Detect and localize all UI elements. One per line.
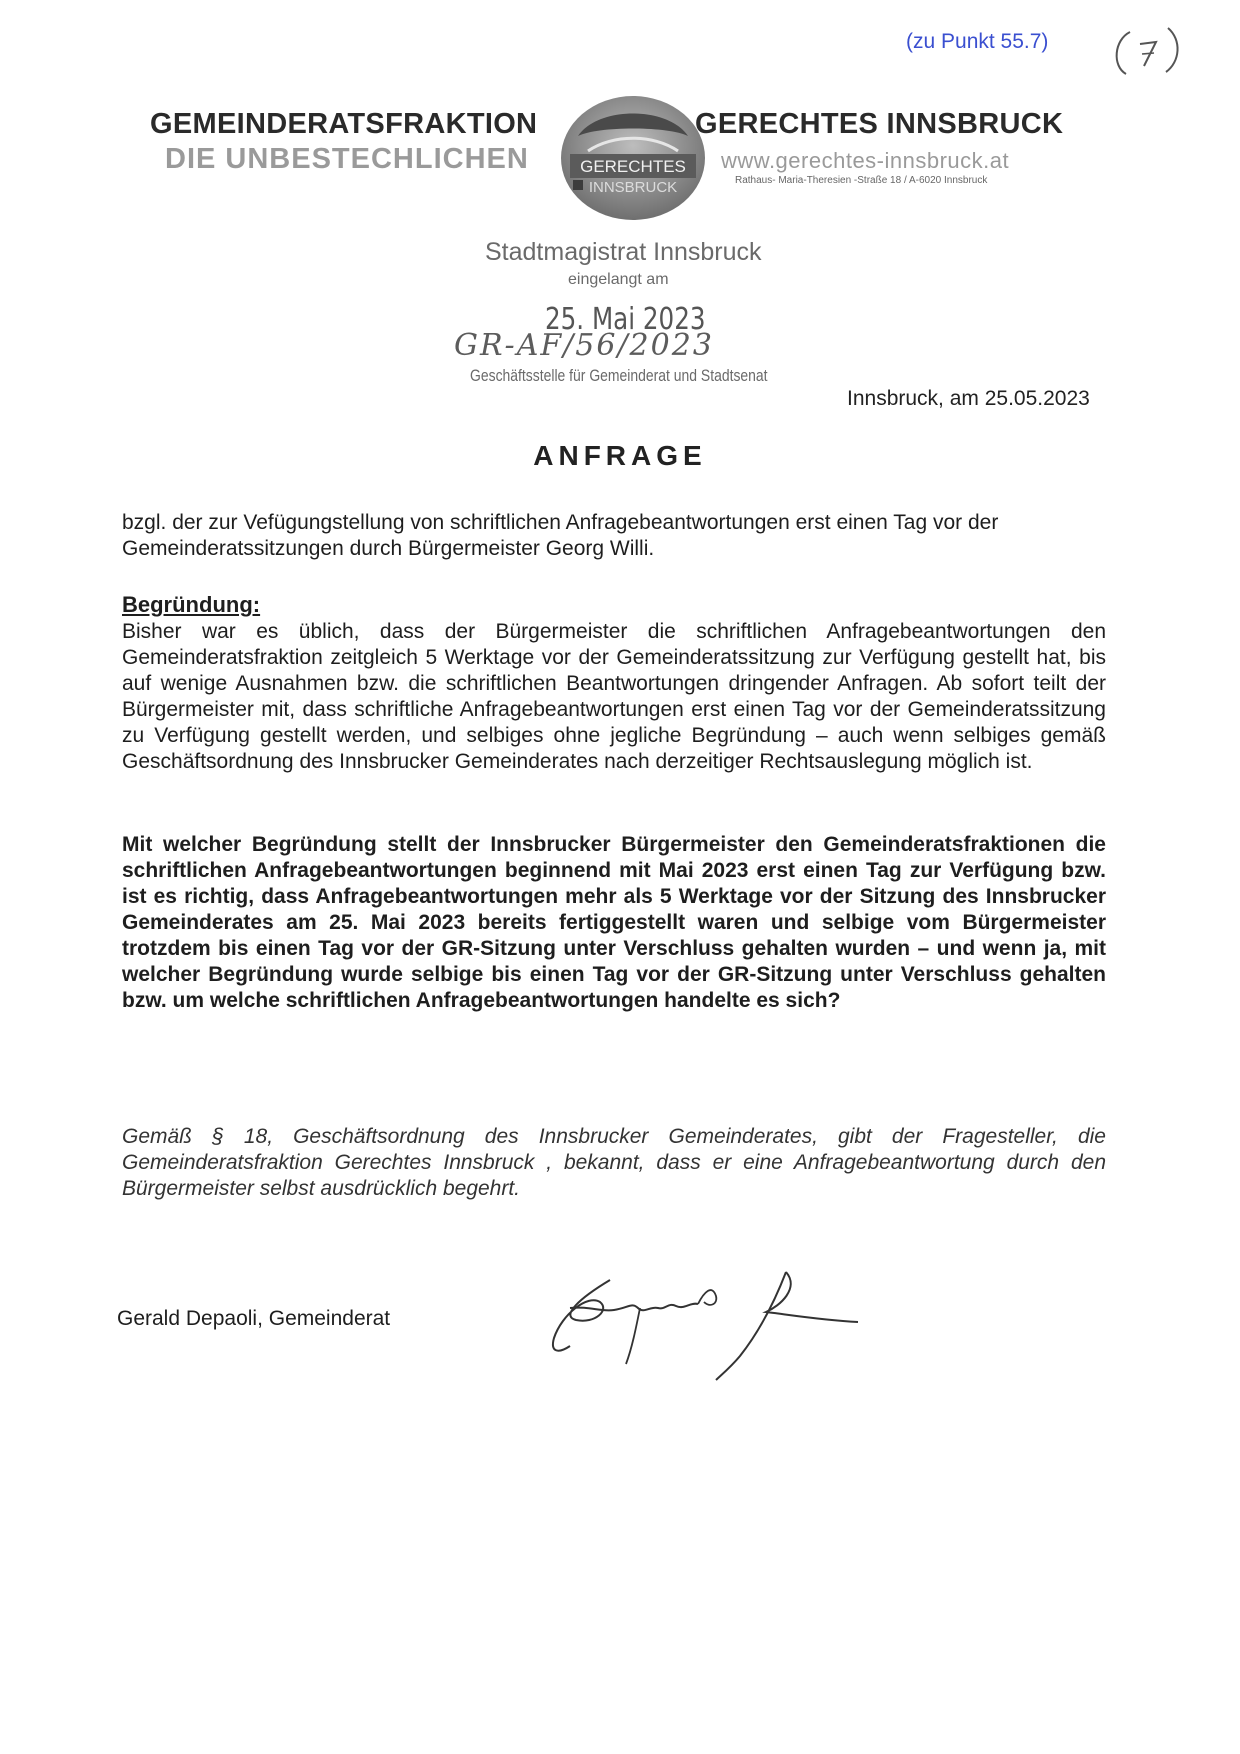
procedure-note: Gemäß § 18, Geschäftsordnung des Innsbrucker Gemeinderates, gibt der Fragesteller, die Gemeinderatsfraktion Gerechtes Innsbruck , bekannt, dass er eine Anfragebeantwortung durch den Bürgermeister selbst ausdrücklich begehrt. [122, 1125, 1106, 1200]
stamp-date: 25. Mai 2023 [545, 302, 706, 337]
reason-heading: Begründung: [122, 592, 261, 617]
document-title: ANFRAGE [533, 440, 707, 471]
logo-text-top: GERECHTES [580, 157, 686, 176]
reason-paragraph: Bisher war es üblich, dass der Bürgermeister die schriftlichen Anfragebeantwortungen den Gemeinderatsfraktion zeitgleich 5 Werktage vor der Gemeinderatssitzung zur Verfügung gestellt hat, bis auf wenige Ausnahmen bzw. die schriftlichen Beantwortungen dringender Anfragen. Ab sofort teilt der Bürgermeister mit, dass schriftliche Anfragebeantwortungen erst einen Tag vor der Gemeinderatssitzung zu Verfügung gestellt werden, und selbiges ohne jegliche Begründung – auch wenn selbiges gemäß Geschäftsordnung des Innsbrucker Gemeinderates nach derzeitiger Rechtsauslegung möglich ist. [122, 620, 1106, 773]
header-website: www.gerechtes-innsbruck.at [721, 148, 1010, 173]
stamp-office: Stadtmagistrat Innsbruck [485, 238, 762, 266]
subject-paragraph: bzgl. der zur Vefügungstellung von schriftlichen Anfragebeantwortungen erst einen Tag vor der Gemeinderatssitzungen durch Bürgermeister Georg Willi. [122, 511, 999, 560]
stamp-department: Geschäftsstelle für Gemeinderat und Stadtsenat [470, 366, 768, 385]
handwritten-page-number [1108, 22, 1190, 82]
header-party-name: GERECHTES INNSBRUCK [695, 108, 1064, 140]
header-faction-title: GEMEINDERATSFRAKTION [150, 108, 538, 140]
signatory-name: Gerald Depaoli, Gemeinderat [117, 1307, 391, 1330]
header-faction-subtitle: DIE UNBESTECHLICHEN [165, 143, 529, 175]
agenda-reference-note: (zu Punkt 55.7) [906, 30, 1049, 53]
logo-text-bottom: INNSBRUCK [588, 179, 678, 196]
letter-date: Innsbruck, am 25.05.2023 [847, 387, 1090, 410]
handwritten-signature [540, 1268, 860, 1383]
question-paragraph: Mit welcher Begründung stellt der Innsbrucker Bürgermeister den Gemeinderatsfraktionen die schriftlichen Anfragebeantwortungen beginnend mit Mai 2023 erst einen Tag zur Verfügung bzw. ist es richtig, dass Anfragebeantwortungen mehr als 5 Werktage vor der Sitzung des Innsbrucker Gemeinderates am 25. Mai 2023 bereits fertiggestellt waren und selbige vom Bürgermeister trotzdem bis einen Tag vor der GR-Sitzung unter Verschluss gehalten wurden – und wenn ja, mit welcher Begründung wurde selbige bis einen Tag vor der GR-Sitzung unter Verschluss gehalten bzw. um welche schriftlichen Anfragebeantwortungen handelte es sich? [122, 833, 1106, 1012]
stamp-handwritten-reference: GR-AF/56/2023 [454, 328, 714, 363]
header-address: Rathaus- Maria-Theresien -Straße 18 / A-6020 Innsbruck [735, 175, 988, 186]
stamp-received-label: eingelangt am [568, 271, 669, 288]
party-logo [558, 96, 708, 226]
